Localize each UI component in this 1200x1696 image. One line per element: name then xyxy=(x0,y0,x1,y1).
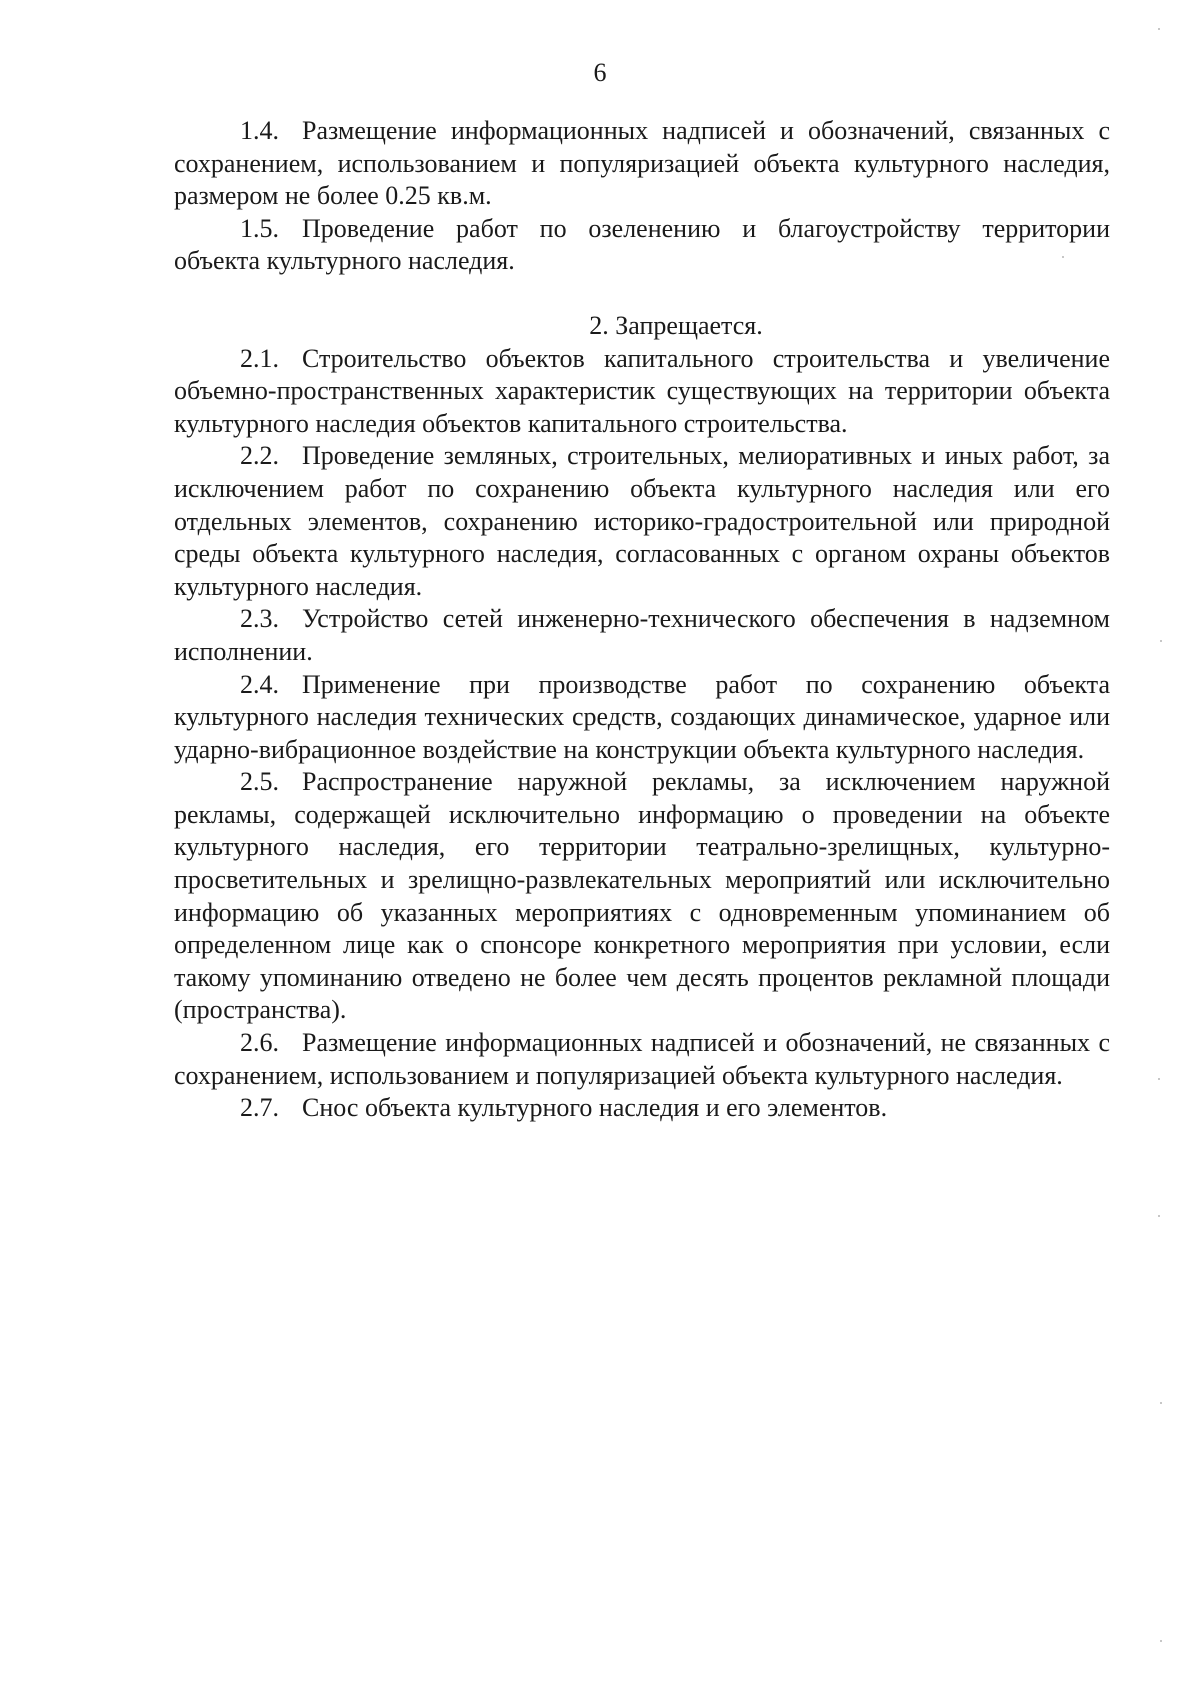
clause-number: 2.4. xyxy=(240,669,279,699)
clause-text: Применение при производстве работ по сохранению объекта культурного наследия технических средств, создающих динамическое, ударное или ударно-вибрационное воздействие на конструкции объекта культурного наследия. xyxy=(174,669,1110,764)
clause-number: 1.4. xyxy=(240,116,279,145)
section-heading: 2. Запрещается. xyxy=(589,310,763,340)
clause-text: Размещение информационных надписей и обозначений, не связанных с сохранением, использованием и популяризацией объекта культурного наследия. xyxy=(174,1028,1110,1090)
clause-2-5 xyxy=(174,766,1110,1027)
scan-speck xyxy=(1158,1078,1160,1080)
clause-number: 1.5. xyxy=(240,213,279,243)
clause-text: Проведение работ по озеленению и благоустройству территории объекта культурного наследия. xyxy=(174,213,1110,276)
scan-speck xyxy=(1160,640,1162,642)
clause-2-4 xyxy=(174,669,1110,767)
page-number: 6 xyxy=(593,58,607,87)
scan-speck xyxy=(1160,1640,1162,1642)
clause-text: Распространение наружной рекламы, за исключением наружной рекламы, содержащей исключительно информацию о проведении на объекте культурного наследия, его территории театрально-зрелищных, культурно-просветительных и зрелищно-развлекательных мероприятий или исключительно информацию об указанных мероприятиях с одновременным упоминанием об определенном лице как о спонсоре конкретного мероприятия при условии, если такому упоминанию отведено не более чем десять процентов рекламной площади (пространства). xyxy=(174,767,1110,1025)
clause-number: 2.6. xyxy=(240,1028,279,1058)
clause-2-3 xyxy=(174,603,1110,668)
clause-text: Проведение земляных, строительных, мелиоративных и иных работ, за исключением работ по сохранению объекта культурного наследия или его отдельных элементов, сохранению историко-градостроительной или природной среды объекта культурного наследия, согласованных с органом охраны объектов культурного наследия. xyxy=(174,441,1110,601)
scan-speck xyxy=(1158,1215,1160,1217)
clause-2-6 xyxy=(174,1027,1110,1092)
clause-2-1 xyxy=(174,343,1110,441)
clause-text: Снос объекта культурного наследия и его элементов. xyxy=(302,1093,888,1123)
clause-number: 2.7. xyxy=(240,1093,279,1123)
clause-2-7 xyxy=(174,1092,1110,1125)
clause-text: Устройство сетей инженерно-технического обеспечения в надземном исполнении. xyxy=(174,604,1110,666)
clause-text: Строительство объектов капитального строительства и увеличение объемно-пространственных характеристик существующих на территории объекта культурного наследия объектов капитального строительства. xyxy=(174,343,1110,438)
clause-number: 2.3. xyxy=(240,604,279,634)
clause-1-5 xyxy=(174,213,1110,278)
scan-speck xyxy=(1062,256,1064,258)
scan-speck xyxy=(1158,28,1160,30)
scan-speck xyxy=(1160,1402,1162,1404)
clause-number: 2.2. xyxy=(240,441,279,471)
clause-number: 2.1. xyxy=(240,343,279,373)
document-body xyxy=(174,115,1110,1125)
clause-1-4 xyxy=(174,115,1110,213)
clause-2-2 xyxy=(174,440,1110,603)
clause-number: 2.5. xyxy=(240,767,279,797)
clause-text: Размещение информационных надписей и обозначений, связанных с сохранением, использованием и популяризацией объекта культурного наследия, размером не более 0.25 кв.м. xyxy=(174,116,1110,211)
